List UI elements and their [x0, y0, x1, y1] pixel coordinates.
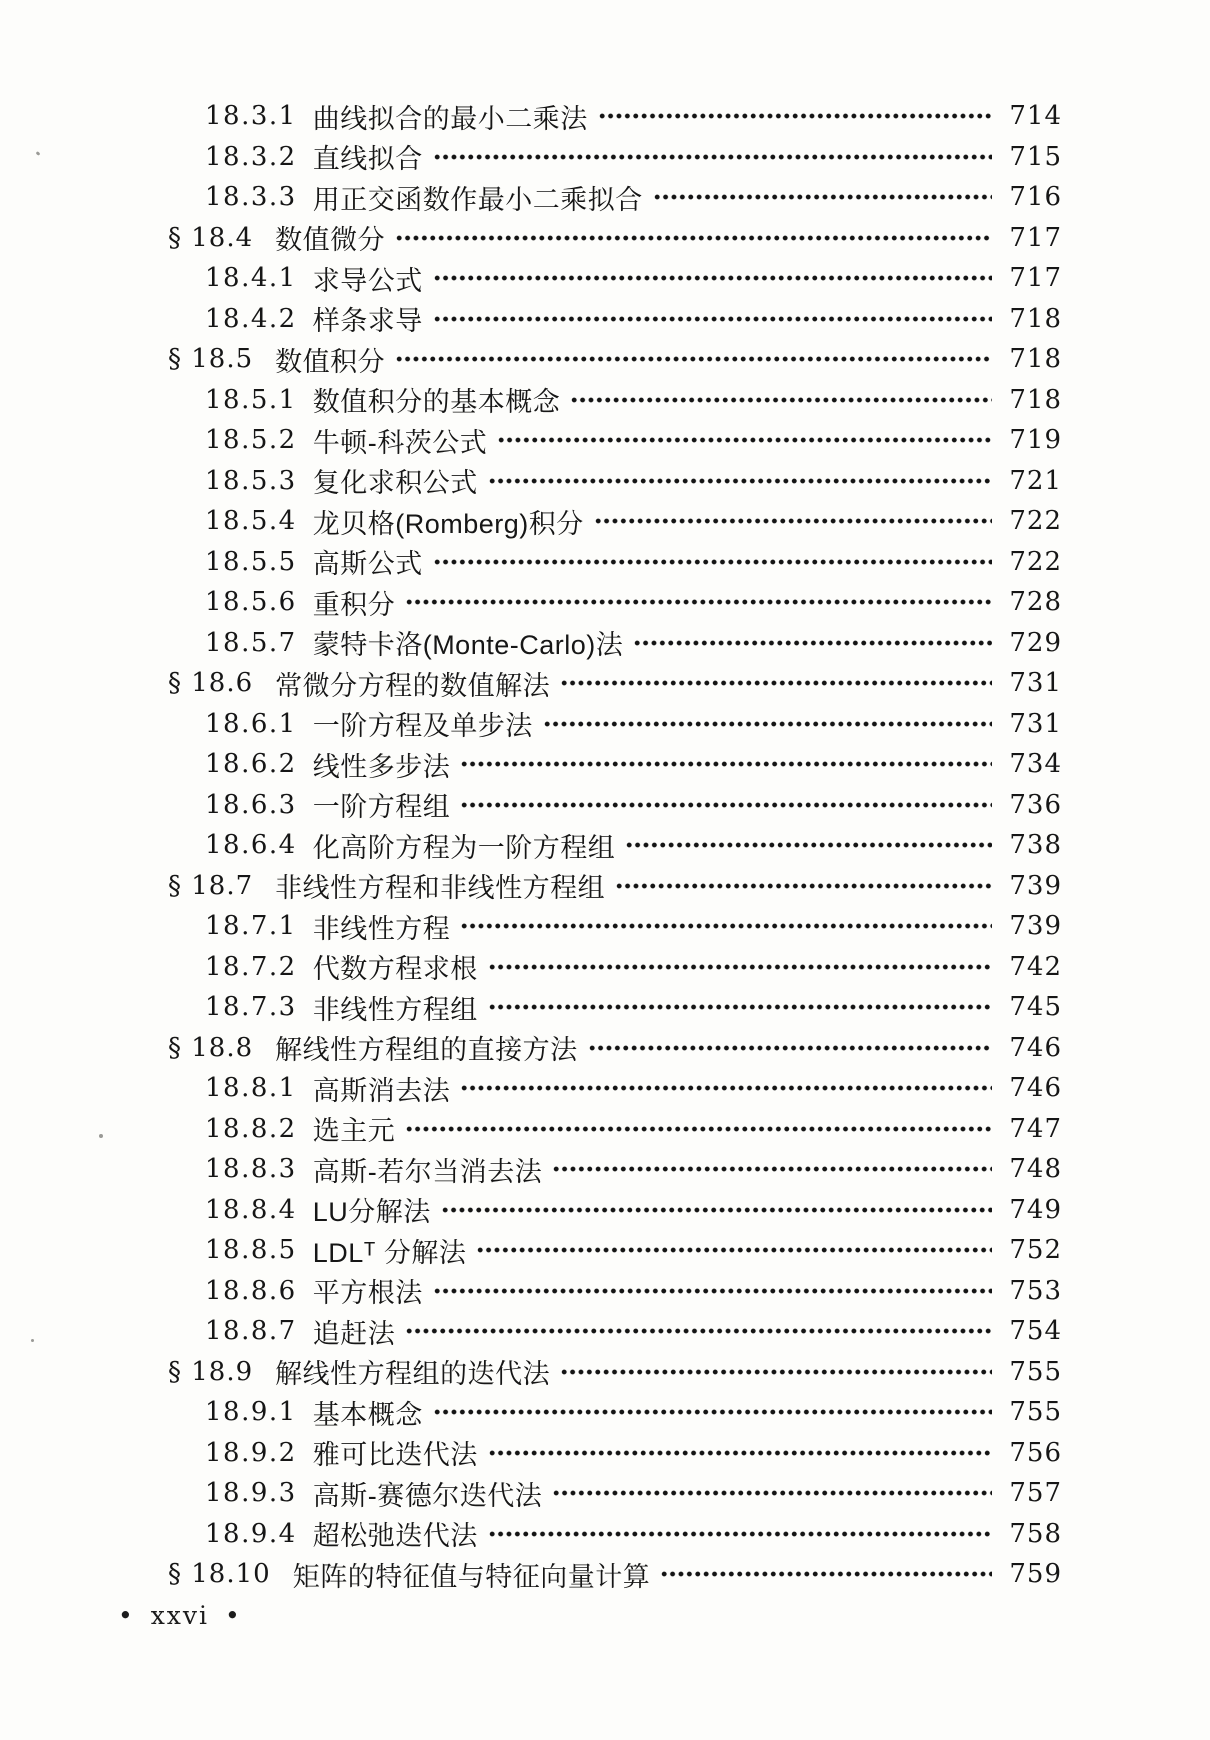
toc-entry-page: 718	[1009, 344, 1062, 375]
dot-leader-icon	[543, 718, 992, 730]
dot-leader-icon	[433, 1285, 992, 1297]
toc-entry-number: § 18.7	[168, 870, 254, 901]
toc-entry-page: 756	[1009, 1437, 1062, 1468]
toc-entry	[168, 987, 1062, 1028]
toc-entry-page: 739	[1009, 911, 1062, 942]
toc-entry-number: 18.9.1	[205, 1397, 297, 1428]
dot-leader-icon	[625, 839, 992, 851]
toc-entry-page: 739	[1009, 870, 1062, 901]
toc-entry	[168, 380, 1062, 421]
toc-entry-number: 18.9.3	[205, 1478, 297, 1509]
toc-entry-page: 718	[1009, 384, 1062, 415]
dot-leader-icon	[488, 1528, 992, 1540]
dot-leader-icon	[570, 394, 992, 406]
toc-entry-title: 化高阶方程为一阶方程组	[312, 832, 616, 863]
dot-leader-icon	[405, 1325, 992, 1337]
dot-leader-icon	[560, 1366, 992, 1378]
dot-leader-icon	[460, 920, 992, 932]
toc-entry-number: 18.6.4	[205, 830, 297, 861]
toc-entry-title: 常微分方程的数值解法	[275, 670, 551, 701]
toc-entry-title: 线性多步法	[312, 751, 451, 782]
toc-list	[168, 96, 1062, 1595]
toc-entry	[168, 177, 1062, 218]
toc-entry	[168, 866, 1062, 907]
toc-entry	[168, 1068, 1062, 1109]
toc-entry	[168, 96, 1062, 137]
toc-entry-page: 714	[1009, 101, 1062, 132]
toc-entry-page: 736	[1009, 789, 1062, 820]
dot-leader-icon	[405, 596, 992, 608]
toc-entry-page: 748	[1009, 1154, 1062, 1185]
toc-entry-page: 719	[1009, 425, 1062, 456]
toc-entry-title: LDLᵀ 分解法	[312, 1237, 467, 1268]
page-number-footer: • xxvi •	[118, 1600, 242, 1630]
toc-entry	[168, 218, 1062, 259]
toc-entry-page: 747	[1009, 1113, 1062, 1144]
toc-entry-title: 平方根法	[312, 1278, 423, 1309]
dot-leader-icon	[660, 1568, 992, 1580]
toc-entry-title: 解线性方程组的迭代法	[275, 1359, 551, 1390]
toc-entry	[168, 1109, 1062, 1150]
toc-entry-title: 数值积分的基本概念	[312, 387, 561, 418]
toc-entry-number: § 18.5	[168, 344, 254, 375]
dot-leader-icon	[488, 1001, 992, 1013]
toc-entry	[168, 906, 1062, 947]
toc-entry	[168, 420, 1062, 461]
toc-entry-title: 直线拟合	[312, 144, 423, 175]
toc-entry-title: 非线性方程组	[312, 994, 478, 1025]
toc-entry-title: 牛顿-科茨公式	[312, 427, 488, 458]
toc-entry-title: 一阶方程及单步法	[312, 711, 533, 742]
toc-entry-number: 18.8.5	[205, 1235, 297, 1266]
toc-entry-title: 数值积分	[275, 346, 386, 377]
toc-entry-number: 18.6.3	[205, 789, 297, 820]
toc-entry	[168, 785, 1062, 826]
toc-entry	[168, 1352, 1062, 1393]
toc-entry	[168, 744, 1062, 785]
toc-entry	[168, 582, 1062, 623]
toc-entry-page: 755	[1009, 1356, 1062, 1387]
toc-entry-page: 731	[1009, 668, 1062, 699]
dot-leader-icon	[395, 353, 992, 365]
dot-leader-icon	[460, 758, 992, 770]
toc-entry-number: 18.5.5	[205, 546, 297, 577]
toc-entry-title: 矩阵的特征值与特征向量计算	[292, 1561, 651, 1592]
dot-leader-icon	[633, 637, 992, 649]
toc-entry-page: 728	[1009, 587, 1062, 618]
toc-entry-page: 721	[1009, 465, 1062, 496]
toc-entry	[168, 1149, 1062, 1190]
dot-leader-icon	[588, 1042, 992, 1054]
toc-entry-title: 蒙特卡洛(Monte-Carlo)法	[312, 630, 624, 661]
toc-entry-title: 高斯-若尔当消去法	[312, 1156, 543, 1187]
toc-entry	[168, 461, 1062, 502]
toc-entry-page: 716	[1009, 182, 1062, 213]
dot-leader-icon	[395, 232, 992, 244]
toc-entry-number: § 18.6	[168, 668, 254, 699]
toc-entry-page: 757	[1009, 1478, 1062, 1509]
toc-entry-number: 18.5.3	[205, 465, 297, 496]
toc-entry-number: 18.7.3	[205, 992, 297, 1023]
toc-entry-title: 追赶法	[312, 1318, 396, 1349]
scan-speck	[36, 151, 41, 156]
toc-entry-number: 18.5.1	[205, 384, 297, 415]
dot-leader-icon	[653, 191, 992, 203]
toc-entry-page: 749	[1009, 1194, 1062, 1225]
toc-entry	[168, 825, 1062, 866]
dot-leader-icon	[552, 1163, 992, 1175]
toc-entry-number: 18.6.2	[205, 749, 297, 780]
toc-entry-title: 用正交函数作最小二乘拟合	[312, 184, 643, 215]
toc-entry-page: 746	[1009, 1032, 1062, 1063]
toc-entry-number: 18.6.1	[205, 708, 297, 739]
toc-entry-number: 18.4.2	[205, 303, 297, 334]
toc-entry-number: 18.5.2	[205, 425, 297, 456]
toc-entry-page: 754	[1009, 1316, 1062, 1347]
toc-entry	[168, 704, 1062, 745]
dot-leader-icon	[497, 434, 992, 446]
toc-entry-number: 18.7.1	[205, 911, 297, 942]
toc-entry	[168, 1392, 1062, 1433]
toc-entry	[168, 339, 1062, 380]
dot-leader-icon	[433, 313, 992, 325]
toc-entry-title: 龙贝格(Romberg)积分	[312, 508, 584, 539]
toc-entry-title: 高斯消去法	[312, 1075, 451, 1106]
dot-leader-icon	[488, 961, 992, 973]
toc-entry-number: 18.3.2	[205, 141, 297, 172]
toc-entry-number: 18.9.4	[205, 1518, 297, 1549]
dot-leader-icon	[488, 475, 992, 487]
toc-entry-number: 18.5.4	[205, 506, 297, 537]
dot-leader-icon	[433, 556, 992, 568]
toc-entry-number: 18.8.7	[205, 1316, 297, 1347]
toc-entry-number: 18.9.2	[205, 1437, 297, 1468]
toc-entry-page: 734	[1009, 749, 1062, 780]
toc-entry-title: 数值微分	[275, 225, 386, 256]
toc-entry-number: 18.8.2	[205, 1113, 297, 1144]
toc-entry-title: 高斯-赛德尔迭代法	[312, 1480, 543, 1511]
scan-speck	[99, 1134, 103, 1138]
toc-entry-title: 非线性方程和非线性方程组	[275, 873, 606, 904]
dot-leader-icon	[460, 1082, 992, 1094]
toc-entry-page: 758	[1009, 1518, 1062, 1549]
toc-entry	[168, 1514, 1062, 1555]
toc-entry-number: § 18.10	[168, 1559, 271, 1590]
toc-entry	[168, 1190, 1062, 1231]
toc-entry	[168, 258, 1062, 299]
toc-entry-page: 746	[1009, 1073, 1062, 1104]
toc-entry	[168, 1554, 1062, 1595]
dot-leader-icon	[552, 1487, 992, 1499]
toc-entry-title: 复化求积公式	[312, 468, 478, 499]
dot-leader-icon	[615, 880, 992, 892]
toc-entry-number: 18.3.3	[205, 182, 297, 213]
toc-entry-number: 18.8.4	[205, 1194, 297, 1225]
toc-entry-title: 样条求导	[312, 306, 423, 337]
toc-entry	[168, 1271, 1062, 1312]
toc-entry	[168, 1028, 1062, 1069]
toc-entry-title: 基本概念	[312, 1399, 423, 1430]
toc-entry-number: 18.3.1	[205, 101, 297, 132]
toc-entry-title: 求导公式	[312, 265, 423, 296]
toc-entry	[168, 1230, 1062, 1271]
toc-entry-page: 755	[1009, 1397, 1062, 1428]
toc-entry-title: 雅可比迭代法	[312, 1440, 478, 1471]
toc-entry-title: 曲线拟合的最小二乘法	[312, 103, 588, 134]
toc-entry-page: 742	[1009, 951, 1062, 982]
toc-entry-number: 18.8.3	[205, 1154, 297, 1185]
toc-entry	[168, 663, 1062, 704]
dot-leader-icon	[433, 1406, 992, 1418]
toc-entry-number: § 18.4	[168, 222, 254, 253]
toc-entry-page: 753	[1009, 1275, 1062, 1306]
toc-entry-page: 722	[1009, 546, 1062, 577]
dot-leader-icon	[441, 1204, 992, 1216]
toc-entry-page: 717	[1009, 263, 1062, 294]
toc-entry-number: 18.8.1	[205, 1073, 297, 1104]
toc-entry	[168, 501, 1062, 542]
toc-entry-number: 18.7.2	[205, 951, 297, 982]
toc-entry	[168, 1433, 1062, 1474]
dot-leader-icon	[476, 1244, 992, 1256]
toc-entry-title: 选主元	[312, 1116, 396, 1147]
toc-entry-title: 解线性方程组的直接方法	[275, 1035, 578, 1066]
toc-entry	[168, 623, 1062, 664]
dot-leader-icon	[560, 677, 992, 689]
dot-leader-icon	[598, 110, 992, 122]
toc-entry-title: 一阶方程组	[312, 792, 451, 823]
toc-entry-page: 715	[1009, 141, 1062, 172]
toc-entry	[168, 947, 1062, 988]
dot-leader-icon	[488, 1447, 992, 1459]
toc-entry	[168, 542, 1062, 583]
toc-entry-page: 718	[1009, 303, 1062, 334]
scan-speck	[31, 1339, 34, 1342]
toc-entry-number: § 18.9	[168, 1356, 254, 1387]
dot-leader-icon	[594, 515, 992, 527]
toc-entry-page: 717	[1009, 222, 1062, 253]
toc-entry-number: 18.5.7	[205, 627, 297, 658]
toc-entry-title: LU分解法	[312, 1197, 431, 1228]
toc-entry	[168, 1473, 1062, 1514]
toc-entry-number: 18.5.6	[205, 587, 297, 618]
toc-entry-page: 745	[1009, 992, 1062, 1023]
dot-leader-icon	[460, 799, 992, 811]
toc-entry-number: 18.8.6	[205, 1275, 297, 1306]
toc-entry-page: 752	[1009, 1235, 1062, 1266]
toc-entry	[168, 137, 1062, 178]
dot-leader-icon	[433, 151, 992, 163]
dot-leader-icon	[433, 272, 992, 284]
toc-entry-page: 722	[1009, 506, 1062, 537]
toc-entry	[168, 1311, 1062, 1352]
toc-entry-page: 759	[1009, 1559, 1062, 1590]
toc-entry-number: § 18.8	[168, 1032, 254, 1063]
dot-leader-icon	[405, 1123, 992, 1135]
toc-entry-title: 非线性方程	[312, 913, 451, 944]
toc-entry-page: 738	[1009, 830, 1062, 861]
toc-entry-title: 重积分	[312, 589, 396, 620]
toc-entry-title: 高斯公式	[312, 549, 423, 580]
toc-entry-page: 731	[1009, 708, 1062, 739]
toc-entry-title: 超松弛迭代法	[312, 1521, 478, 1552]
toc-entry-title: 代数方程求根	[312, 954, 478, 985]
toc-entry-number: 18.4.1	[205, 263, 297, 294]
toc-entry-page: 729	[1009, 627, 1062, 658]
toc-entry	[168, 299, 1062, 340]
